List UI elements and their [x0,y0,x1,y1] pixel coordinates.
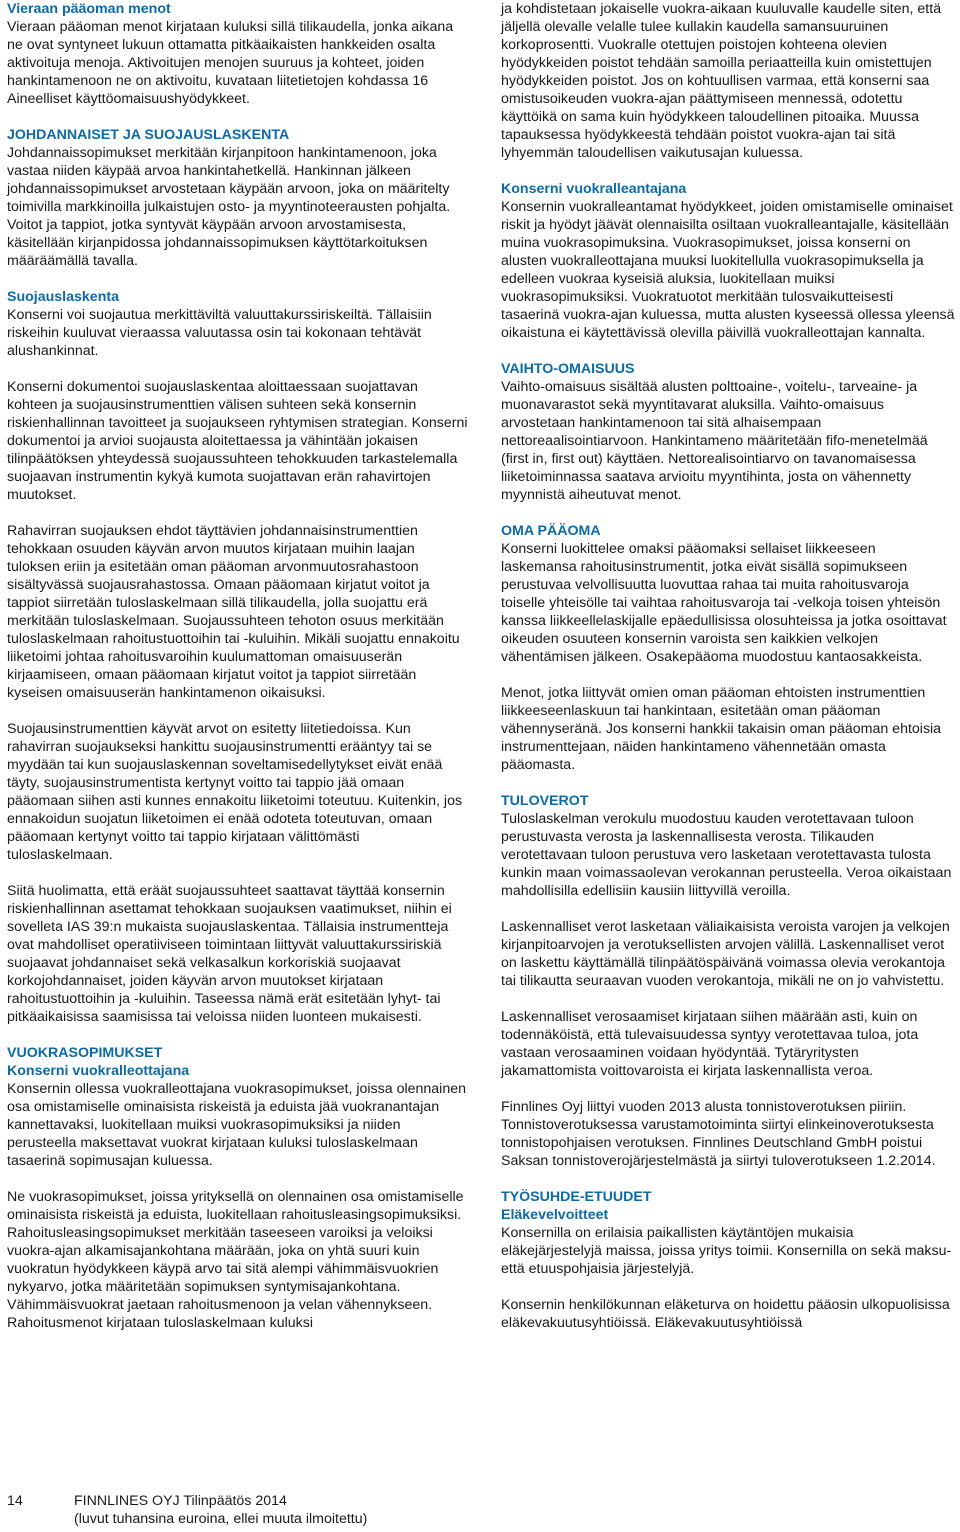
section-johdannaiset [7,126,469,270]
section-oma-paaoma [501,522,955,666]
paragraph: Johdannaissopimukset merkitään kirjanpitoon hankintamenoon, joka vastaa niiden käypää arvoa hankintahetkellä. Hankinnan jälkeen johdannaissopimukset arvostetaan käypään arvoon, joka on määritelty toimivilla markkinoilla julkaistujen osto- ja myyntinoteerausten pohjalta. Voitot ja tappiot, jotka syntyvät käypään arvoon arvostamisesta, käsitellään kirjanpidossa johdannaissopimuksen käyttötarkoituksen määräämällä tavalla. [7,145,451,269]
paragraph: Laskennalliset verosaamiset kirjataan siihen määrään asti, kuin on todennäköistä, että tulevaisuudessa syntyy verotettavaa tuloa, jota vastaan verosaaminen voidaan hyödyntää. Tytäryritysten jakamattomista voittovaroista ei kirjata laskennallista veroa. [501,1009,919,1079]
paragraph: Konsernin ollessa vuokralleottajana vuokrasopimukset, joissa olennainen osa omistamiselle ominaisista riskeistä ja eduista jää vuokranantajan kannettavaksi, luokitellaan muiksi vuokrasopimuksiksi ja niiden perusteella maksettavat vuokrat kirjataan kuluksi tuloslaskelmaan tasaerinä sopimusajan kuluessa. [7,1081,467,1169]
section-heading: Konserni vuokralleantajana [501,181,687,197]
currency-note: (luvut tuhansina euroina, ellei muuta ilmoitettu) [74,1511,368,1527]
paragraph: Konsernin henkilökunnan eläketurva on hoidettu pääosin ulkopuolisissa eläkevakuutusyhtiöissä. Eläkevakuutusyhtiöissä [501,1297,950,1331]
section-heading: Vieraan pääoman menot [7,1,171,17]
paragraph: Konsernin vuokralleantamat hyödykkeet, joiden omistamiselle ominaiset riskit ja hyödyt jäävät olennaisilta osiltaan vuokralleantajalle, käsitellään muina vuokrasopimuksina. Vuokrasopimukset, joissa konserni on alusten vuokralleottajana muuksi luokitellulla vuokrasopimuksella ja edelleen vuokraa kyseisiä aluksia, luokitellaan muiksi vuokrasopimuksiksi. Vuokratuotot merkitään tulosvaikutteisesti tasaerinä vuokra-ajan kuluessa, mutta alusten kyseessä ollessa yleensä oikaistuna ei käytettävissä olevilla päivillä vuokralleottajan kannalta. [501,199,955,341]
paragraph-block [7,378,469,504]
paragraph: Siitä huolimatta, että eräät suojaussuhteet saattavat täyttää konsernin riskienhallinnan asettamat tehokkaan suojauksen vaatimukset, niihin ei sovelleta IAS 39:n mukaista suojauslaskentaa. Tällaisia instrumentteja ovat mahdolliset operatiiviseen toimintaan liittyvät valuuttakurssiriskiä suojaavat johdannaiset sekä velkasalkun korkoriskiä suojaavat korkojohdannaiset, joiden käyvän arvon muutokset kirjataan rahoitustuottoihin ja -kuluihin. Taseessa nämä erät esitetään lyhyt- tai pitkäaikaisissa saamisissa tai veloissa niiden luonteen mukaisesti. [7,883,452,1025]
paragraph: Finnlines Oyj liittyi vuoden 2013 alusta tonnistoverotuksen piiriin. Tonnistoverotuksessa varustamotoiminta siirtyi elinkeinoverotuksesta tonnistopohjaisen verotuksen. Finnlines Deutschland GmbH poistui Saksan tonnistoverojärjestelmästä ja siirtyi tuloverotukseen 1.2.2014. [501,1099,936,1169]
paragraph-block [7,522,469,702]
left-column [7,0,469,1350]
paragraph: Tuloslaskelman verokulu muodostuu kauden verotettavaan tuloon perustuvasta verosta ja laskennallisesta verosta. Tilikauden verotettavaan tuloon perustuva vero lasketaan verotettavasta tulosta kunkin maan voimassaolevan verokannan perusteella. Veroa oikaistaan mahdollisilla edellisiin kausiin liittyvillä veroilla. [501,811,952,899]
paragraph: Konserni voi suojautua merkittäviltä valuuttakurssiriskeiltä. Tällaisiin riskeihin kuuluvat vieraassa valuutassa osin tai kokonaan tehtävät alushankinnat. [7,307,432,359]
section-heading: TULOVEROT [501,793,589,809]
section-vaihto-omaisuus [501,360,955,504]
paragraph: Rahavirran suojauksen ehdot täyttävien johdannaisinstrumenttien tehokkaan osuuden käyvän arvon muutos kirjataan muihin laajan tuloksen eriin ja esitetään oman pääoman arvonmuutosrahastoon sisältyvässä suojausrahastossa. Omaan pääomaan kirjatut voitot ja tappiot siirretään tuloslaskelmaan sillä tilikaudella, jolla suojattu erä merkitään tuloslaskelmaan. Suojaussuhteen tehoton osuus merkitään tuloslaskelmaan rahoitustuottoihin tai -kuluihin. Mikäli suojattu ennakoitu liiketoimi johtaa rahoitusvaroihin kuulumattoman omaisuuserän kirjaamiseen, omaan pääomaan kirjatut voitot ja tappiot siirretään kyseisen omaisuuserän hankintamenon oikaisuksi. [7,523,460,701]
section-suojauslaskenta [7,288,469,360]
section-heading: Suojauslaskenta [7,289,119,305]
section-vieraan-paaoman-menot [7,0,469,108]
section-subheading: Eläkevelvoitteet [501,1207,609,1223]
paragraph-block [501,1296,955,1332]
paragraph: Vieraan pääoman menot kirjataan kuluksi sillä tilikaudella, jonka aikana ne ovat syntyneet lukuun ottamatta pitkäaikaisten hankkeiden osalta aktivoituja menoja. Aktivoitujen menojen suuruus ja kohteet, joiden hankintamenoon ne on aktivoitu, kuvataan liitetietojen kohdassa 16 Aineelliset käyttöomaisuushyödykkeet. [7,19,454,107]
section-heading: VAIHTO-OMAISUUS [501,361,635,377]
section-vuokralleantajana [501,180,955,342]
paragraph: Konserni luokittelee omaksi pääomaksi sellaiset liikkeeseen laskemansa rahoitusinstrumentit, jotka eivät sisällä sopimukseen perustuvaa velvollisuutta luovuttaa rahaa tai muita rahoitusvaroja toiselle yhteisölle tai vaihtaa rahoitusvaroja tai -velkoja toisen yhteisön kanssa liikkeellelaskijalle epäedullisissa olosuhteissa ja jotka osoittavat oikeuden osuuteen konsernin varoista sen kaikkien velkojen vähentämisen jälkeen. Osakepääoma muodostuu kantaosakkeista. [501,541,947,665]
paragraph: Menot, jotka liittyvät omien oman pääoman ehtoisten instrumenttien liikkeeseenlaskuun tai hankintaan, esitetään oman pääoman vähennyseränä. Jos konserni hankkii takaisin oman pääoman ehtoisia instrumenttejaan, näiden hankintameno vähennetään omasta pääomasta. [501,685,942,773]
paragraph-block [501,918,955,990]
section-heading: JOHDANNAISET JA SUOJAUSLASKENTA [7,127,290,143]
paragraph: Laskennalliset verot lasketaan väliaikaisista veroista varojen ja velkojen kirjanpitoarvojen ja verotuksellisten arvojen välillä. Laskennalliset verot on laskettu käyttämällä tilinpäätöspäivänä voimassa olevia verokantoja tai tilikautta seuraavan vuoden verokantoja, mikäli ne on jo vahvistettu. [501,919,950,989]
paragraph: Vaihto-omaisuus sisältää alusten polttoaine-, voitelu-, tarveaine- ja muonavarastot sekä myyntitavarat aluksilla. Vaihto-omaisuus arvostetaan hankintamenoon tai sitä alhaisempaan nettoreaalisointiarvoon. Hankintameno määritetään fifo-menetelmää (first in, first out) käyttäen. Nettorealisointiarvo on tavanomaisessa liiketoiminnassa saatava arvioitu myyntihinta, josta on vähennetty myynnistä aiheutuvat menot. [501,379,928,503]
paragraph-block [7,882,469,1026]
paragraph: Konserni dokumentoi suojauslaskentaa aloittaessaan suojattavan kohteen ja suojausinstrumenttien välisen suhteen sekä konsernin riskienhallinnan tavoitteet ja suojaukseen ryhtymisen strategian. Konserni dokumentoi ja arvioi suojausta aloitettaessa ja vähintään jokaisen tilinpäätöksen yhteydessä suojaussuhteen tehokkuuden tarkastelemalla suojaavan instrumentin kykyä kumota suojattavan erän rahavirtojen muutokset. [7,379,468,503]
page-number: 14 [7,1493,23,1509]
paragraph: ja kohdistetaan jokaiselle vuokra-aikaan kuuluvalle kaudelle siten, että jäljellä olevalle velalle tulee kullakin kaudella samansuuruinen korkoprosentti. Vuokralle otettujen poistojen kohteena olevien hyödykkeiden poistot tehdään samoilla periaatteilla kuin omistettujen hyödykkeiden poistot. Jos on kohtuullisen varmaa, että konserni saa omistusoikeuden vuokra-ajan päättymiseen mennessä, odotettu käyttöikä on sama kuin hyödykkeen taloudellinen pitoaika. Muussa tapauksessa hyödykkeestä tehdään poistot vuokra-ajan tai sitä lyhyemmän taloudellisen vaikutusajan kuluessa. [501,1,942,161]
paragraph-block [501,684,955,774]
paragraph: Ne vuokrasopimukset, joissa yrityksellä on olennainen osa omistamiselle ominaisista riskeistä ja eduista, luokitellaan rahoitusleasingsopimuksiksi. Rahoitusleasingsopimukset merkitään taseeseen varoiksi ja veloiksi vuokra-ajan alkamisajankohtana määrään, joka on yhtä suuri kuin vuokratun hyödykkeen käypä arvo tai sitä alempi vähimmäisvuokrien nykyarvo, jotka määritetään sopimuksen syntymisajankohtana. Vähimmäisvuokrat jaetaan rahoitusmenoon ja velan vähennykseen. Rahoitusmenot kirjataan tuloslaskelmaan kuluksi [7,1189,464,1331]
section-tyosuhde-etuudet [501,1188,955,1278]
paragraph-block [7,720,469,864]
publication-title: FINNLINES OYJ Tilinpäätös 2014 [74,1493,287,1509]
paragraph-block [501,1098,955,1170]
section-subheading: Konserni vuokralleottajana [7,1063,190,1079]
paragraph-block [501,1008,955,1080]
paragraph-block [7,1188,469,1332]
section-heading: VUOKRASOPIMUKSET [7,1045,163,1061]
right-column [501,0,955,1350]
section-heading: TYÖSUHDE-ETUUDET [501,1189,652,1205]
section-vuokrasopimukset [7,1044,469,1170]
paragraph-block [501,0,955,162]
paragraph: Konsernilla on erilaisia paikallisten käytäntöjen mukaisia eläkejärjestelyjä maissa, joissa yritys toimii. Konsernilla on sekä maksu- että etuuspohjaisia järjestelyjä. [501,1225,952,1277]
section-heading: OMA PÄÄOMA [501,523,601,539]
section-tuloverot [501,792,955,900]
paragraph: Suojausinstrumenttien käyvät arvot on esitetty liitetiedoissa. Kun rahavirran suojaukseksi hankittu suojausinstrumentti erääntyy tai se myydään tai kun suojauslaskennan soveltamisedellytykset eivät enää täyty, suojausinstrumentista kertynyt voitto tai tappio jää omaan pääomaan siihen asti kunnes ennakoitu liiketoimi toteutuu. Kuitenkin, jos ennakoidun suojatun liiketoimen ei enää odoteta toteutuvan, omaan pääomaan kertynyt voitto tai tappio kirjataan välittömästi tuloslaskelmaan. [7,721,463,863]
